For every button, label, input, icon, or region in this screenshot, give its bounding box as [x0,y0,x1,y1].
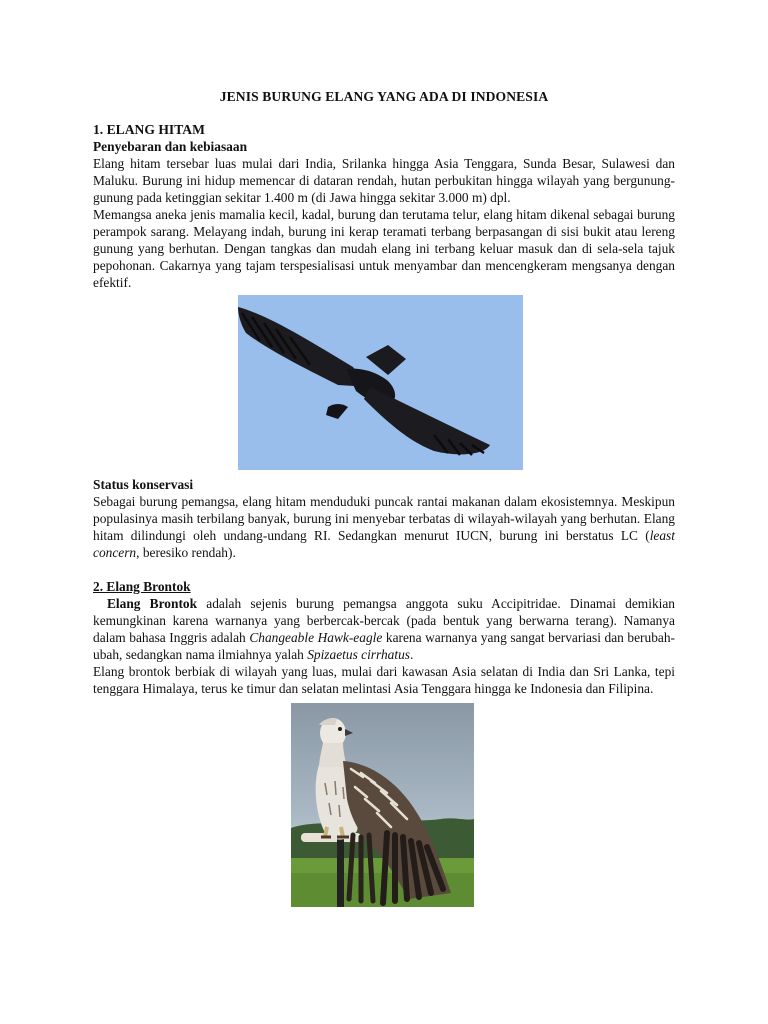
subheading-status-konservasi: Status konservasi [93,477,194,492]
brontok-scientific-name-italic: Spizaetus cirrhatus [307,647,410,662]
paragraph-brontok-intro [93,595,675,663]
brontok-text-c: . [409,647,414,662]
status-text-b: , beresiko rendah). [136,545,236,560]
paragraph-status-konservasi [93,493,675,561]
paragraph-kebiasaan: Memangsa aneka jenis mamalia kecil, kadal, burung dan terutama telur, elang hitam dikenal sebagai burung perampok sarang. Melayang indah, burung ini kerap teramati terbang berpasangan di sisi bukit atau lereng gunung yang berhutan. Dengan tangkas dan mudah elang ini terbang keluar masuk dan di sela-sela tajuk pepohonan. Cakarnya yang tajam terspesialisasi untuk menyambar dan mencengkeram mengsanya dengan efektif. [93,207,675,290]
brontok-common-name-italic: Changeable Hawk-eagle [249,630,383,645]
image-elang-brontok-wrapper [93,701,675,907]
elang-hitam-photo [238,295,523,470]
brontok-text-a: adalah sejenis burung pemangsa anggota suku Accipitridae. Dinamai demikian kemungkinan karena warnanya yang berbercak-bercak (pada bentuk yang berwarna terang). Namanya dalam bahasa Inggris adalah [93,596,676,645]
subheading-penyebaran: Penyebaran dan kebiasaan [93,139,248,154]
section-heading-elang-hitam: 1. ELANG HITAM [93,122,205,137]
document-title: JENIS BURUNG ELANG YANG ADA DI INDONESIA [219,89,549,104]
status-text-a: Sebagai burung pemangsa, elang hitam menduduki puncak rantai makanan dalam ekosistemnya. Meskipun populasinya masih terbilang banyak, burung ini menyebar terbatas di wilayah-wilayah yang berhutan. Elang hitam dilindungi oleh undang-undang RI. Sedangkan menurut IUCN, burung ini berstatus LC ( [93,494,675,543]
image-elang-hitam-wrapper [93,295,675,470]
document-content [93,88,675,913]
elang-brontok-photo [291,703,474,907]
spacer [93,561,675,578]
brontok-bold-name: Elang Brontok [107,596,198,611]
paragraph-penyebaran: Elang hitam tersebar luas mulai dari India, Srilanka hingga Asia Tenggara, Sunda Besar, Sulawesi dan Maluku. Burung ini hidup memencar di dataran rendah, hutan perbukitan hingga wilayah yang bergunung-gunung pada ketinggian sekitar 1.400 m (di Jawa hingga sekitar 3.000 m) dpl. [93,156,675,205]
section-heading-elang-brontok: 2. Elang Brontok [93,579,191,594]
brontok-text-b: karena warnanya yang sangat bervariasi dan berubah-ubah, sedangkan nama ilmiahnya yalah [93,630,675,662]
status-text-italic: least concern [93,528,675,560]
paragraph-brontok-distribution: Elang brontok berbiak di wilayah yang luas, mulai dari kawasan Asia selatan di India dan Sri Lanka, tepi tenggara Himalaya, terus ke timur dan selatan melintasi Asia Tenggara hingga ke Indonesia dan Filipina. [93,664,675,696]
